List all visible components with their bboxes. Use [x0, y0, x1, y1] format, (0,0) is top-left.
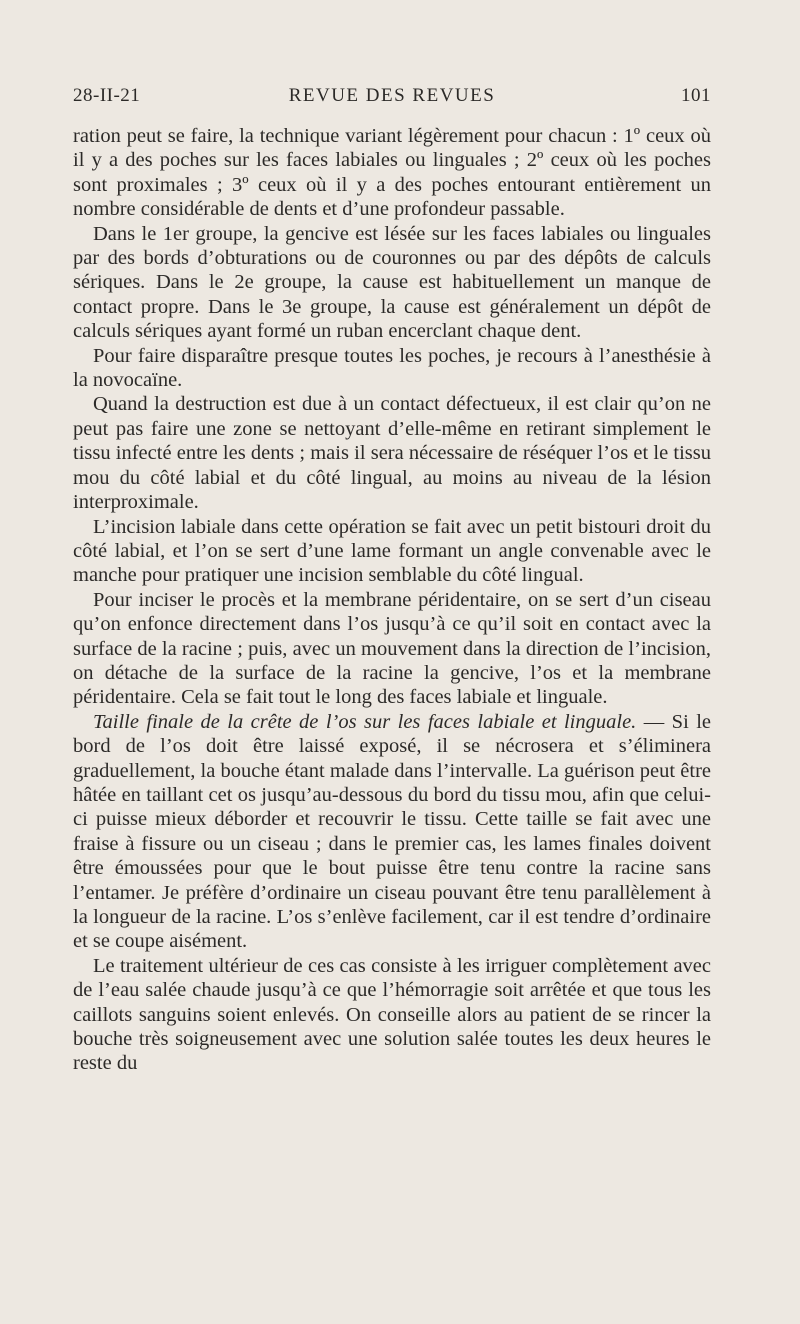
paragraph-traitement: Le traitement ultérieur de ces cas consiste à les irriguer complètement avec de l’eau salée chaude jusqu’à ce que l’hémorragie soit arrêtée et que tous les caillots sanguins soient enlevés. On conseille alors au patient de se rincer la bouche très soigneusement avec une solution salée toutes les deux heures le reste du: [73, 954, 711, 1075]
section-title: Taille finale de la crête de l’os sur les faces labiale et linguale.: [93, 710, 637, 733]
paragraph-anesthesia: Pour faire disparaître presque toutes les poches, je recours à l’anesthésie à la novocaïne.: [73, 344, 711, 392]
paragraph-destruction: Quand la destruction est due à un contact défectueux, il est clair qu’on ne peut pas faire une zone se nettoyant d’elle-même en retirant simplement le tissu infecté entre les dents ; mais il sera nécessaire de réséquer l’os et le tissu mou du côté labial et du côté lingual, au moins au niveau de la lésion interproximale.: [73, 393, 711, 514]
paragraph-incision: L’incision labiale dans cette opération se fait avec un petit bistouri droit du côté labial, et l’on se sert d’une lame formant un angle convenable avec le manche pour pratiquer une incision semblable du côté lingual.: [73, 515, 711, 587]
page-body: [73, 124, 711, 1076]
running-header: [73, 85, 711, 115]
paragraph-ciseau: Pour inciser le procès et la membrane péridentaire, on se sert d’un ciseau qu’on enfonce directement dans l’os jusqu’à ce qu’il soit en contact avec la surface de la racine ; puis, avec un mouvement dans la direction de l’incision, on détache de la surface de la racine la gencive, l’os et la membrane péridentaire. Cela se fait tout le long des faces labiale et linguale.: [73, 588, 711, 709]
section-text: — Si le bord de l’os doit être laissé exposé, il se nécrosera et s’éliminera graduellement, la bouche étant malade dans l’intervalle. La guérison peut être hâtée en taillant cet os jusqu’au-dessous du bord du tissu mou, afin que celui-ci puisse mieux déborder et recouvrir le tissu. Cette taille se fait avec une fraise à fissure ou un ciseau ; dans le premier cas, les lames finales doivent être émoussées pour que le bout puisse être tenu contre la racine sans l’entamer. Je préfère d’ordinaire un ciseau pouvant être tenu parallèlement à la longueur de la racine. L’os s’enlève facilement, car il est tendre d’ordinaire et se coupe aisément.: [73, 710, 711, 953]
paragraph-continuation: ration peut se faire, la technique variant légèrement pour chacun : 1º ceux où il y a des poches sur les faces labiales ou linguales ; 2º ceux où les poches sont proximales ; 3º ceux où il y a des poches entourant entièrement un nombre considérable de dents et d’une profondeur passable.: [73, 125, 711, 221]
paragraph-groups: Dans le 1er groupe, la gencive est lésée sur les faces labiales ou linguales par des bords d’obturations ou de couronnes ou par des dépôts de calculs sériques. Dans le 2e groupe, la cause est habituellement un manque de contact propre. Dans le 3e groupe, la cause est généralement un dépôt de calculs sériques ayant formé un ruban encerclant chaque dent.: [73, 222, 711, 343]
header-date: 28-II-21: [73, 85, 141, 106]
page-number: 101: [681, 85, 711, 106]
section-paragraph: [73, 710, 711, 954]
header-title: REVUE DES REVUES: [288, 85, 496, 106]
